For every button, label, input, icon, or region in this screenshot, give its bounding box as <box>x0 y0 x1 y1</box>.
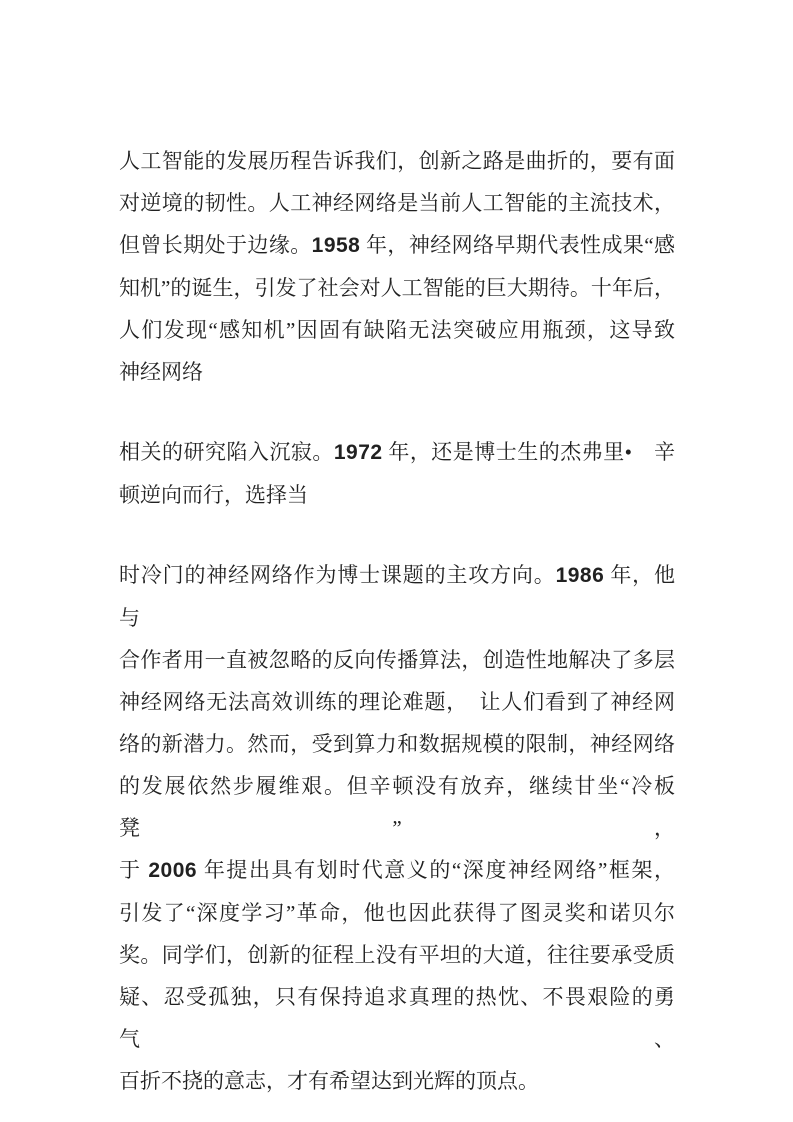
text-line: 对逆境的韧性。人工神经网络是当前人工智能的主流技术， <box>119 191 675 215</box>
text-line: 但曾长期处于边缘。1958 年，神经网络早期代表性成果“感 <box>119 233 675 257</box>
text-line: 于 2006 年提出具有划时代意义的“深度神经网络”框架， <box>119 858 676 882</box>
year-number: 1958 <box>311 234 361 257</box>
text-line: 时冷门的神经网络作为博士课题的主攻方向。1986 年，他与 <box>119 563 676 630</box>
year-number: 2006 <box>148 859 198 882</box>
text-line: 人们发现“感知机”因固有缺陷无法突破应用瓶颈，这导致 <box>119 318 675 342</box>
text-line: 疑、忍受孤独，只有保持追求真理的热忱、不畏艰险的勇气、 <box>119 985 675 1051</box>
document-body <box>119 140 675 1122</box>
text-line: 合作者用一直被忽略的反向传播算法，创造性地解决了多层 <box>119 648 675 672</box>
text-line: 人工智能的发展历程告诉我们，创新之路是曲折的，要有面 <box>119 149 675 173</box>
text-line: 知机”的诞生，引发了社会对人工智能的巨大期待。十年后， <box>119 276 675 300</box>
text-line: 相关的研究陷入沉寂。1972 年，还是博士生的杰弗里• 辛 <box>119 440 676 464</box>
text-line: 引发了“深度学习”革命，他也因此获得了图灵奖和诺贝尔 <box>119 901 675 925</box>
text-line: 百折不挠的意志，才有希望达到光辉的顶点。 <box>119 1069 539 1093</box>
year-number: 1972 <box>333 441 383 464</box>
text-line: 神经网络无法高效训练的理论难题， 让人们看到了神经网 <box>119 690 675 714</box>
text-line: 的发展依然步履维艰。但辛顿没有放弃，继续甘坐“冷板凳”， <box>119 774 675 840</box>
paragraph <box>119 431 675 516</box>
paragraph <box>119 554 675 1102</box>
text-line: 神经网络 <box>119 360 203 384</box>
text-line: 络的新潜力。然而，受到算力和数据规模的限制，神经网络 <box>119 732 675 756</box>
text-line: 顿逆向而行，选择当 <box>119 483 308 507</box>
paragraph <box>119 140 675 393</box>
text-line: 奖。同学们，创新的征程上没有平坦的大道，往往要承受质 <box>119 943 675 967</box>
year-number: 1986 <box>555 564 605 587</box>
